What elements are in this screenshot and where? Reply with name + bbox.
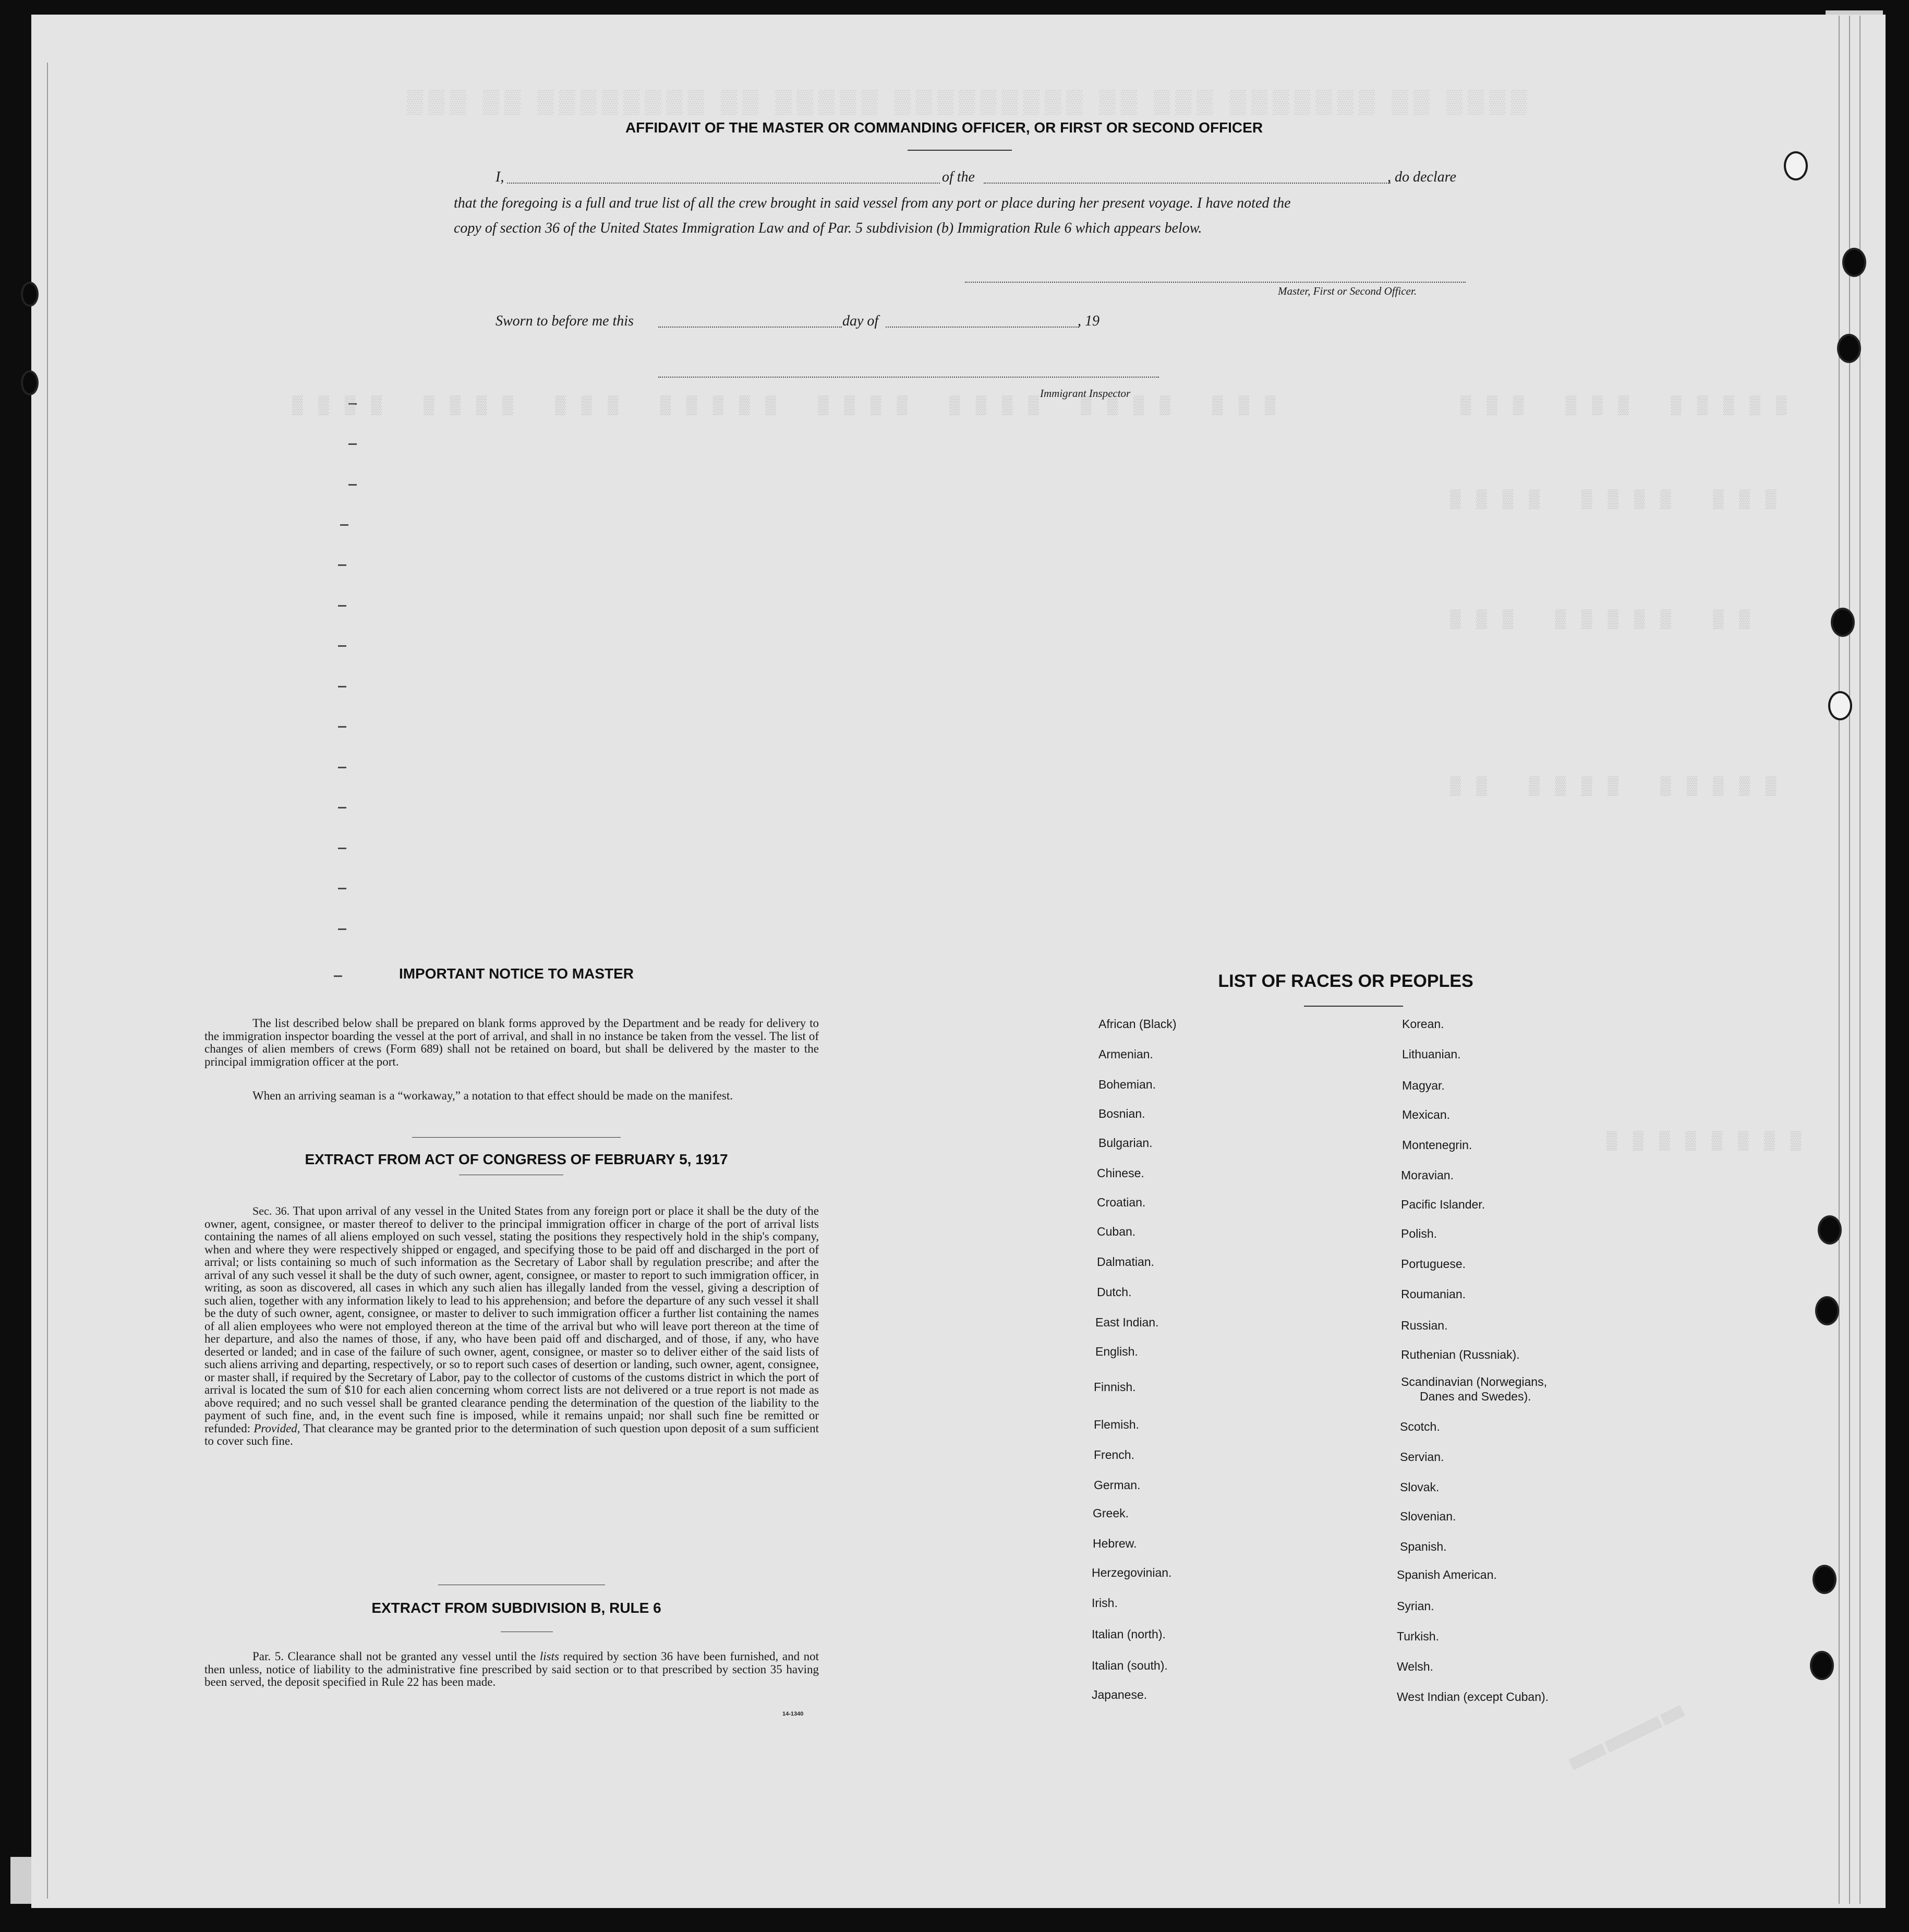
page-edge-line — [1859, 16, 1860, 1904]
race-item: Flemish. — [1094, 1418, 1139, 1431]
race-item: Chinese. — [1097, 1166, 1144, 1180]
race-item: Danes and Swedes). — [1420, 1390, 1531, 1403]
act-tail: That clearance may be granted prior to the determination of such question upon deposit of a sum sufficient to cover such fine. — [204, 1421, 819, 1447]
page-edge-line — [47, 63, 48, 1899]
inspector-signature-field[interactable] — [658, 377, 1159, 378]
race-item: Pacific Islander. — [1401, 1198, 1485, 1211]
margin-tick — [348, 443, 357, 445]
margin-tick — [338, 928, 346, 930]
bleed-through: ▒▒▒ ▒▒▒▒▒ ▒▒ — [1450, 610, 1766, 630]
bleed-through: ▒▒ ▒▒▒▒ ▒▒▒▒▒ — [1450, 777, 1792, 797]
race-item: Finnish. — [1094, 1380, 1136, 1394]
race-item: Welsh. — [1397, 1660, 1433, 1673]
punch-hole — [1828, 691, 1852, 720]
margin-tick — [338, 807, 346, 808]
race-item: Bohemian. — [1098, 1078, 1156, 1091]
margin-tick — [340, 524, 348, 526]
punch-hole — [1818, 1215, 1842, 1245]
act-body: That upon arrival of any vessel in the United States from any foreign port or place it shall be the duty of the owner, agent, consignee, or master thereof to deliver to the principal immigration officer in charge of the port of arrival lists containing the names of all aliens employed on such vessel, stating the positions they respectively hold in the ship's company, when and where they were respectively shipped or engaged, and specifying those to be paid off and discharged in the port of arrival; or lists containing so much of such information as the Secretary of Labor shall by regulation prescribe; and after the arrival of any such vessel it shall be the duty of such owner, agent, consignee, or master to report to such immigration officer, in writing, as soon as discovered, all cases in which any such alien has illegally landed from the vessel, giving a description of such alien, together with any information likely to lead to his apprehension; and before the departure of any such vessel it shall be the duty of such owner, agent, consignee, or master to deliver to such immigration officer a further list containing the names of all alien employees who were not employed thereon at the time of the arrival but who will leave port thereon at the time of her departure, and also the names of those, if any, who have been paid off and discharged, and of those, if any, who have deserted or landed; and in case of the failure of such owner, agent, consignee, or master so to deliver either of the said lists of such aliens arriving and departing, respectively, or so to report such cases of desertion or landing, such owner, agent, consignee, or master shall, if required by the Secretary of Labor, pay to the collector of customs of the customs district in which the port of arrival is located the sum of $10 for each alien concerning whom correct lists are not delivered or a true report is not made as above required; and no such vessel shall be granted clearance pending the determination of the question of the liability to the payment of such fine, and, in the event such fine is imposed, while it remains unpaid; nor shall such fine be remitted or refunded: — [204, 1204, 819, 1435]
race-item: Magyar. — [1402, 1079, 1445, 1092]
race-item: Spanish. — [1400, 1540, 1447, 1553]
race-item: Scandinavian (Norwegians, — [1401, 1375, 1547, 1388]
margin-tick — [338, 848, 346, 849]
day-of-label: day of — [842, 313, 879, 329]
inspector-label: Immigrant Inspector — [1040, 387, 1131, 400]
punch-hole — [1831, 608, 1855, 637]
race-item: Hebrew. — [1093, 1537, 1137, 1550]
race-item: Cuban. — [1097, 1225, 1136, 1238]
race-item: Croatian. — [1097, 1196, 1146, 1209]
punch-hole — [21, 282, 39, 307]
act-section-36 — [204, 1205, 819, 1448]
race-item: Slovenian. — [1400, 1510, 1456, 1523]
affidavit-declare-label: , do declare — [1387, 169, 1456, 185]
race-item: Japanese. — [1092, 1688, 1147, 1701]
race-item: Servian. — [1400, 1450, 1444, 1464]
act-title: EXTRACT FROM ACT OF CONGRESS OF FEBRUARY 5, 1917 — [305, 1151, 728, 1167]
race-item: Scotch. — [1400, 1420, 1440, 1433]
margin-tick — [338, 726, 346, 728]
punch-hole — [1813, 1565, 1836, 1594]
affidavit-of-the-label: of the — [942, 169, 975, 185]
margin-tick — [348, 484, 357, 486]
race-item: Moravian. — [1401, 1168, 1454, 1182]
race-item: Polish. — [1401, 1227, 1437, 1240]
page-edge-line — [1839, 16, 1840, 1904]
race-item: Spanish American. — [1397, 1568, 1497, 1581]
race-item: Ruthenian (Russniak). — [1401, 1348, 1520, 1361]
section-divider — [412, 1137, 621, 1138]
bleed-through: ▒▒▒▒ ▒▒▒▒ ▒▒▒ — [1450, 490, 1792, 510]
race-item: Bosnian. — [1098, 1107, 1145, 1120]
race-item: Slovak. — [1400, 1480, 1440, 1494]
race-item: East Indian. — [1095, 1315, 1159, 1329]
race-item: Greek. — [1093, 1506, 1129, 1520]
sworn-day-field[interactable] — [658, 327, 842, 328]
margin-tick — [338, 767, 346, 768]
race-item: Italian (south). — [1092, 1659, 1168, 1672]
margin-tick — [338, 564, 346, 566]
margin-tick — [338, 686, 346, 687]
race-item: African (Black) — [1098, 1017, 1177, 1031]
provided-label: Provided, — [253, 1421, 300, 1435]
punch-hole — [1810, 1651, 1834, 1680]
rule-text-b: required by section 36 have been furnished, and not then unless, notice of liability to the administrative fine prescribed by said section or to that prescribed by section 35 having been served, the deposit specified in Rule 22 has been made. — [204, 1650, 819, 1688]
sworn-label: Sworn to before me this — [496, 313, 634, 329]
race-item: West Indian (except Cuban). — [1397, 1690, 1549, 1704]
race-item: French. — [1094, 1448, 1134, 1462]
punch-hole — [1837, 334, 1861, 363]
race-item: Dalmatian. — [1097, 1255, 1154, 1269]
manifest-back-page — [31, 15, 1886, 1908]
bleed-through: ▒▒▒ ▒▒▒ ▒▒▒▒▒ — [1460, 396, 1803, 416]
margin-tick — [338, 888, 346, 889]
race-item: English. — [1095, 1345, 1138, 1358]
sec-label: Sec. 36. — [252, 1204, 290, 1217]
rule-text-a: Par. 5. Clearance shall not be granted any vessel until the — [252, 1650, 536, 1663]
race-item: Italian (north). — [1092, 1627, 1166, 1641]
master-signature-field[interactable] — [965, 282, 1466, 283]
margin-tick — [338, 645, 346, 647]
race-item: Dutch. — [1097, 1285, 1132, 1299]
notice-title: IMPORTANT NOTICE TO MASTER — [398, 965, 634, 982]
form-number: 14-1340 — [782, 1711, 804, 1717]
master-name-field[interactable] — [507, 183, 940, 184]
race-item: Russian. — [1401, 1319, 1448, 1332]
punch-hole — [21, 370, 39, 395]
race-item: Korean. — [1402, 1017, 1444, 1031]
bleed-through: ▒▒▒▒▒▒▒▒ — [1606, 1132, 1817, 1152]
master-signature-label: Master, First or Second Officer. — [1278, 285, 1417, 297]
punch-hole — [1815, 1296, 1839, 1325]
race-item: Turkish. — [1397, 1629, 1439, 1643]
title-underline — [908, 150, 1012, 151]
punch-hole — [1842, 248, 1866, 277]
title-underline — [1304, 1006, 1403, 1007]
race-item: Bulgarian. — [1098, 1136, 1153, 1150]
races-title: LIST OF RACES OR PEOPLES — [1218, 971, 1473, 991]
race-item: Montenegrin. — [1402, 1138, 1472, 1152]
race-item: German. — [1094, 1478, 1141, 1492]
page-edge-line — [1849, 16, 1850, 1904]
affidavit-i-label: I, — [496, 169, 504, 185]
affidavit-line-2: that the foregoing is a full and true list of all the crew brought in said vessel from any port or place during her present voyage. I have noted the — [454, 195, 1291, 211]
affidavit-line-3: copy of section 36 of the United States Immigration Law and of Par. 5 subdivision (b) Immigration Rule 6 which appears below. — [454, 220, 1202, 236]
race-item: Armenian. — [1098, 1047, 1153, 1061]
race-item: Mexican. — [1402, 1108, 1451, 1121]
margin-tick — [338, 605, 346, 607]
rule-paragraph — [204, 1650, 819, 1689]
notice-paragraph-2: When an arriving seaman is a “workaway,” a notation to that effect should be made on the manifest. — [252, 1089, 733, 1102]
punch-hole — [1784, 151, 1808, 180]
bleed-through: ▒▒▒ ▒▒ ▒▒▒▒▒▒▒▒ ▒▒ ▒▒▒▒▒ ▒▒▒▒▒▒▒▒▒ ▒▒ ▒▒▒ ▒▒▒▒▒▒▒ ▒▒ ▒▒▒▒ — [407, 89, 1532, 114]
vessel-name-field[interactable] — [984, 183, 1391, 184]
race-item: Syrian. — [1397, 1599, 1434, 1613]
race-item: Irish. — [1092, 1596, 1118, 1610]
rule-lists-word: lists — [539, 1650, 559, 1663]
faint-stamp: ▒▒▒▒▒ ▒▒▒▒▒▒▒▒ ▒▒▒ — [1568, 1705, 1685, 1770]
sworn-month-field[interactable] — [886, 327, 1079, 328]
year-label: , 19 — [1078, 313, 1100, 329]
race-item: Lithuanian. — [1402, 1047, 1461, 1061]
race-item: Portuguese. — [1401, 1257, 1466, 1271]
race-item: Roumanian. — [1401, 1287, 1466, 1301]
notice-paragraph-1: The list described below shall be prepared on blank forms approved by the Department and be ready for delivery to the immigration inspector boarding the vessel at the port of arrival, and shall in no instance be taken from the vessel. The list of changes of alien members of crews (Form 689) shall not be retained on board, but shall be delivered by the master to the principal immigration officer at the port. — [204, 1017, 819, 1068]
rule-title: EXTRACT FROM SUBDIVISION B, RULE 6 — [371, 1600, 661, 1616]
bleed-through: ▒▒▒▒ ▒▒▒▒ ▒▒▒ ▒▒▒▒▒ ▒▒▒▒ ▒▒▒▒ ▒▒▒▒ ▒▒▒ — [292, 396, 1291, 416]
race-item: Herzegovinian. — [1092, 1566, 1172, 1579]
affidavit-title: AFFIDAVIT OF THE MASTER OR COMMANDING OFFICER, OR FIRST OR SECOND OFFICER — [625, 119, 1263, 136]
